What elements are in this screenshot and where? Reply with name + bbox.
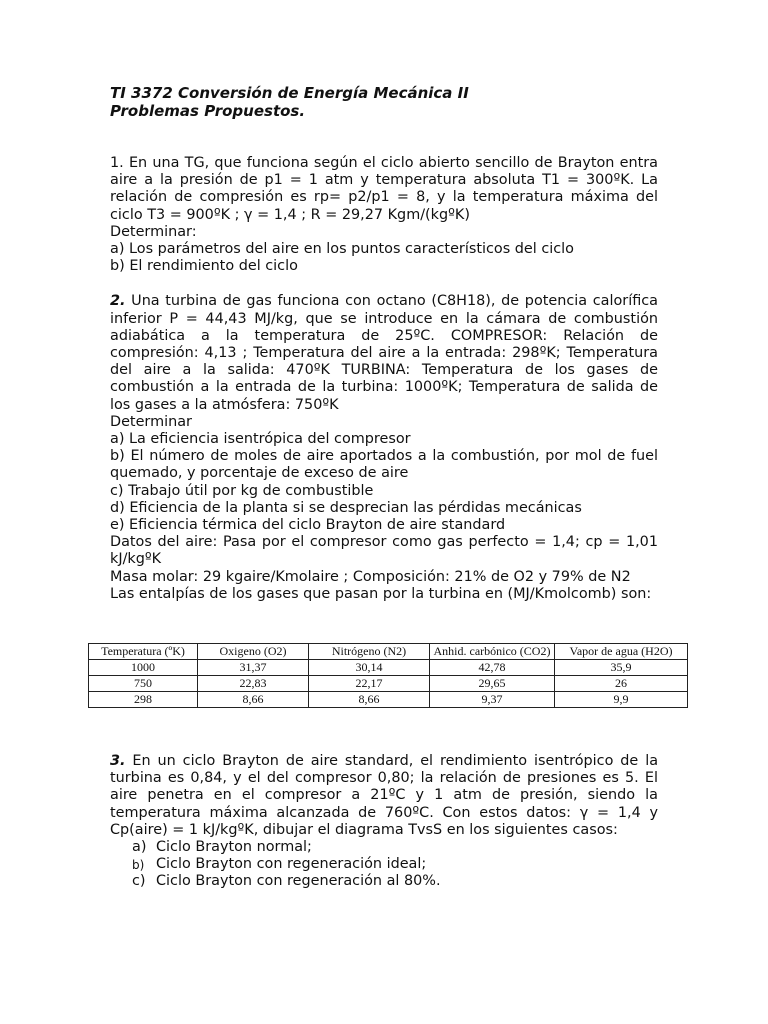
table-cell: 22,83 bbox=[198, 676, 309, 692]
table-row bbox=[89, 692, 688, 708]
document-subtitle: Problemas Propuestos. bbox=[110, 102, 306, 120]
table-header-cell: Temperatura (ºK) bbox=[89, 644, 198, 660]
document-body bbox=[110, 84, 658, 603]
problem-1-determine: Determinar: bbox=[110, 223, 197, 240]
list-item bbox=[110, 873, 658, 890]
list-item bbox=[110, 856, 658, 873]
problem-2 bbox=[110, 293, 658, 603]
problem-1-item-a: a) Los parámetros del aire en los puntos característicos del ciclo bbox=[110, 241, 574, 258]
list-marker: b) bbox=[132, 858, 145, 873]
problem-2-molar-mass: Masa molar: 29 kgaire/Kmolaire ; Composición: 21% de O2 y 79% de N2 bbox=[110, 568, 631, 585]
table-cell: 750 bbox=[89, 676, 198, 692]
problem-2-item-b: b) El número de moles de aire aportados a la combustión, por mol de fuel quemado, y porcentaje de exceso de aire bbox=[110, 448, 658, 482]
problem-2-item-c: c) Trabajo útil por kg de combustible bbox=[110, 482, 374, 499]
problem-2-item-e: e) Eficiencia térmica del ciclo Brayton de aire standard bbox=[110, 517, 506, 534]
list-marker: c) bbox=[132, 873, 146, 890]
problem-1 bbox=[110, 155, 658, 275]
table-header-cell: Anhid. carbónico (CO2) bbox=[430, 644, 555, 660]
problem-2-statement: 2. Una turbina de gas funciona con octano (C8H18), de potencia calorífica inferior P = 44,43 MJ/kg, que se introduce en la cámara de combustión adiabática a la temperatura de 25ºC. COMPRESOR: Relación de compresión: 4,13 ; Temperatura del aire a la entrada: 298ºK; Temperatura del aire a la salida: 470ºK TURBINA: Temperatura de los gases de combustión a la entrada de la turbina: 1000ºK; Temperatura de salida de los gases a la atmósfera: 750ºK bbox=[110, 293, 658, 413]
problem-2-enthalpy-intro: Las entalpías de los gases que pasan por la turbina en (MJ/Kmolcomb) son: bbox=[110, 585, 652, 602]
enthalpy-table bbox=[88, 643, 688, 708]
problem-2-number: 2. bbox=[110, 293, 126, 310]
table-header-cell: Nitrógeno (N2) bbox=[309, 644, 430, 660]
problem-3-statement: 3. En un ciclo Brayton de aire standard, el rendimiento isentrópico de la turbina es 0,84, y el del compresor 0,80; la relación de presiones es 5. El aire penetra en el compresor a 21ºC y 1 atm de presión, siendo la temperatura máxima alcanzada de 760ºC. Con estos datos: γ = 1,4 y Cp(aire) = 1 kJ/kgºK, dibujar el diagrama TvsS en los siguientes casos: bbox=[110, 753, 659, 838]
table-row bbox=[89, 660, 688, 676]
list-text: Ciclo Brayton con regeneración al 80%. bbox=[156, 873, 441, 890]
table-cell: 30,14 bbox=[309, 660, 430, 676]
table-row bbox=[89, 676, 688, 692]
problem-2-air-data: Datos del aire: Pasa por el compresor como gas perfecto = 1,4; cp = 1,01 kJ/kgºK bbox=[110, 534, 658, 568]
problem-1-item-b: b) El rendimiento del ciclo bbox=[110, 258, 298, 275]
table-cell: 26 bbox=[555, 676, 688, 692]
problem-2-item-d: d) Eficiencia de la planta si se desprecian las pérdidas mecánicas bbox=[110, 499, 582, 516]
table-header-row bbox=[89, 644, 688, 660]
table-cell: 298 bbox=[89, 692, 198, 708]
problem-1-statement: 1. En una TG, que funciona según el ciclo abierto sencillo de Brayton entra aire a la presión de p1 = 1 atm y temperatura absoluta T1 = 300ºK. La relación de compresión es rp= p2/p1 = 8, y la temperatura máxima del ciclo T3 = 900ºK ; γ = 1,4 ; R = 29,27 Kgm/(kgºK) bbox=[110, 155, 658, 223]
table-cell: 31,37 bbox=[198, 660, 309, 676]
table-cell: 1000 bbox=[89, 660, 198, 676]
list-text: Ciclo Brayton con regeneración ideal; bbox=[156, 856, 427, 873]
table-cell: 9,9 bbox=[555, 692, 688, 708]
list-item bbox=[110, 839, 658, 856]
problem-2-determine: Determinar bbox=[110, 413, 192, 430]
problem-3 bbox=[110, 753, 658, 891]
table-cell: 22,17 bbox=[309, 676, 430, 692]
problem-1-number: 1. bbox=[110, 155, 124, 171]
table-header-cell: Oxigeno (O2) bbox=[198, 644, 309, 660]
problem-3-number: 3. bbox=[110, 753, 126, 769]
table-cell: 35,9 bbox=[555, 660, 688, 676]
document-title: TI 3372 Conversión de Energía Mecánica II bbox=[110, 84, 469, 102]
list-marker: a) bbox=[132, 839, 147, 856]
table-cell: 29,65 bbox=[430, 676, 555, 692]
problem-2-item-a: a) La eficiencia isentrópica del compresor bbox=[110, 431, 411, 448]
table-cell: 42,78 bbox=[430, 660, 555, 676]
list-text: Ciclo Brayton normal; bbox=[156, 839, 312, 856]
table-cell: 8,66 bbox=[309, 692, 430, 708]
table-cell: 9,37 bbox=[430, 692, 555, 708]
table-cell: 8,66 bbox=[198, 692, 309, 708]
table-header-cell: Vapor de agua (H2O) bbox=[555, 644, 688, 660]
